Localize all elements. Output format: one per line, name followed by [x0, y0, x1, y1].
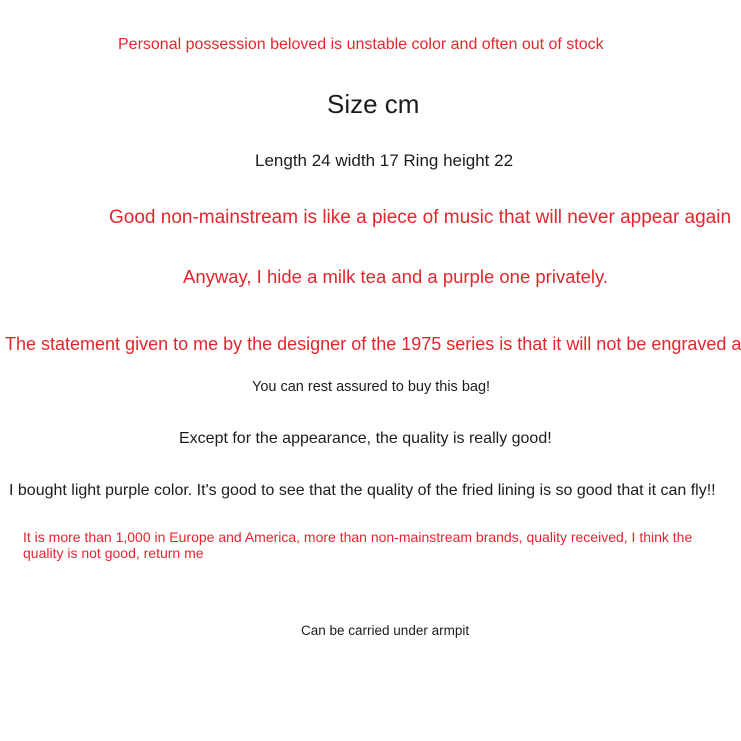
music-note: Good non-mainstream is like a piece of music that will never appear again [109, 207, 732, 228]
quality-text: Except for the appearance, the quality is really good! [179, 430, 552, 447]
designer-statement: The statement given to me by the designer of the 1975 series is that it will not be engraved a [5, 334, 741, 354]
stock-note: Personal possession beloved is unstable color and often out of stock [118, 36, 604, 53]
milk-tea-note: Anyway, I hide a milk tea and a purple one privately. [183, 266, 609, 287]
purple-review-text: I bought light purple color. It's good to see that the quality of the fried lining is so good that it can fly!! [9, 482, 716, 499]
europe-note: It is more than 1,000 in Europe and America, more than non-mainstream brands, quality received, I think the quality is not good, return me [23, 529, 693, 561]
size-heading: Size cm [327, 89, 420, 119]
assurance-text: You can rest assured to buy this bag! [252, 379, 491, 395]
dimensions-text: Length 24 width 17 Ring height 22 [255, 151, 514, 170]
armpit-note: Can be carried under armpit [301, 623, 470, 638]
